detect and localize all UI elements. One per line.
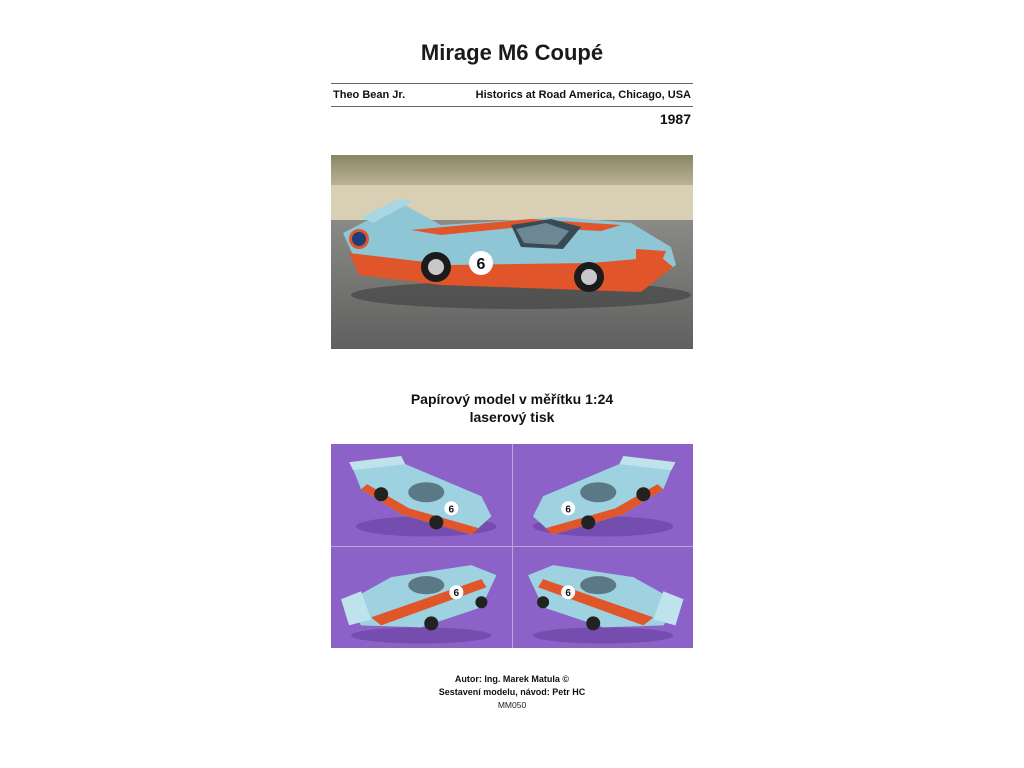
gallery-view-1	[331, 444, 512, 546]
credits	[331, 673, 693, 712]
gallery-number-4: 6	[564, 587, 571, 599]
model-code: MM050	[497, 700, 527, 710]
race-photo	[331, 155, 693, 349]
gallery-view-3	[331, 547, 512, 649]
gallery-view-4	[513, 547, 694, 649]
bottom-rule	[331, 106, 693, 107]
model-gallery	[331, 444, 693, 648]
car-number: 6	[476, 256, 486, 273]
gallery-view-2	[513, 444, 694, 546]
assembly-credit: Sestavení modelu, návod: Petr HC	[438, 687, 586, 697]
top-rule	[331, 83, 693, 84]
event-name: Historics at Road America, Chicago, USA	[475, 89, 691, 101]
driver-name: Theo Bean Jr.	[333, 89, 406, 101]
gallery-number-3: 6	[453, 587, 460, 599]
model-print-line: laserový tisk	[469, 409, 555, 425]
gallery-number-1: 6	[448, 504, 455, 516]
year: 1987	[659, 111, 691, 127]
model-subtitle	[331, 390, 693, 426]
author-credit: Autor: Ing. Marek Matula ©	[454, 674, 570, 684]
page-title: Mirage M6 Coupé	[420, 40, 604, 65]
model-scale-line: Papírový model v měřítku 1:24	[410, 391, 614, 407]
gallery-number-2: 6	[564, 504, 571, 516]
